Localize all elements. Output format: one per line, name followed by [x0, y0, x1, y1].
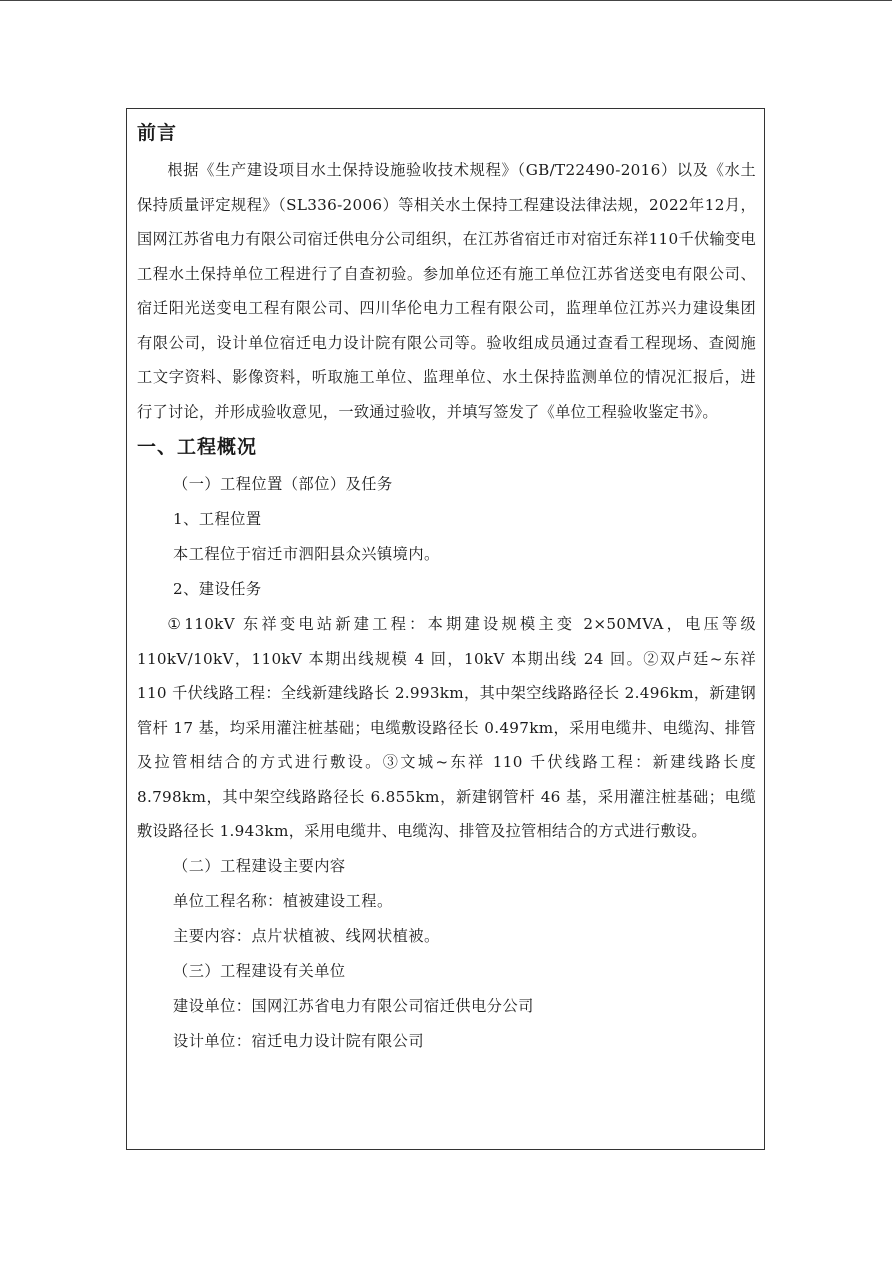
location-heading: 1、工程位置 [173, 510, 262, 528]
unit-name: 单位工程名称：植被建设工程。 [173, 891, 393, 910]
task-heading: 2、建设任务 [173, 580, 262, 598]
location-body: 本工程位于宿迁市泗阳县众兴镇境内。 [173, 545, 440, 563]
sub3-title: （三）工程建设有关单位 [173, 961, 346, 980]
preface-title: 前言 [137, 122, 178, 144]
preface-body: 根据《生产建设项目水土保持设施验收技术规程》（GB/T22490-2016）以及《水土保持质量评定规程》（SL336-2006）等相关水土保持工程建设法律法规，2022年12月，国网江苏省电力有限公司宿迁供电分公司组织，在江苏省宿迁市对宿迁东祥110千伏输变电工程水土保持单位工程进行了自查初验。参加单位还有施工单位江苏省送变电有限公司、宿迁阳光送变电工程有限公司、四川华伦电力工程有限公司，监理单位江苏兴力建设集团有限公司，设计单位宿迁电力设计院有限公司等。验收组成员通过查看工程现场、查阅施工文字资料、影像资料，听取施工单位、监理单位、水土保持监测单位的情况汇报后，进行了讨论，并形成验收意见，一致通过验收，并填写签发了《单位工程验收鉴定书》。 [137, 161, 756, 421]
main-content: 主要内容：点片状植被、线网状植被。 [173, 926, 440, 945]
sub1-title: （一）工程位置（部位）及任务 [173, 475, 393, 493]
section1-title: 一、工程概况 [137, 436, 258, 458]
document-frame [126, 108, 765, 1150]
designer-unit: 设计单位：宿迁电力设计院有限公司 [173, 1031, 424, 1050]
builder-unit: 建设单位：国网江苏省电力有限公司宿迁供电分公司 [173, 996, 534, 1015]
page-top-rule [0, 0, 892, 1]
task-body: ①110kV 东祥变电站新建工程：本期建设规模主变 2×50MVA，电压等级 110kV/10kV，110kV 本期出线规模 4 回，10kV 本期出线 24 回。②双卢廷~东祥 110 千伏线路工程：全线新建线路长 2.993km，其中架空线路路径长 2.496km，新建钢管杆 17 基，均采用灌注桩基础；电缆敷设路径长 0.497km，采用电缆井、电缆沟、排管及拉管相结合的方式进行敷设。③文城~东祥 110 千伏线路工程：新建线路长度 8.798km，其中架空线路路径长 6.855km，新建钢管杆 46 基，采用灌注桩基础；电缆敷设路径长 1.943km，采用电缆井、电缆沟、排管及拉管相结合的方式进行敷设。 [137, 615, 756, 840]
sub2-title: （二）工程建设主要内容 [173, 856, 346, 875]
